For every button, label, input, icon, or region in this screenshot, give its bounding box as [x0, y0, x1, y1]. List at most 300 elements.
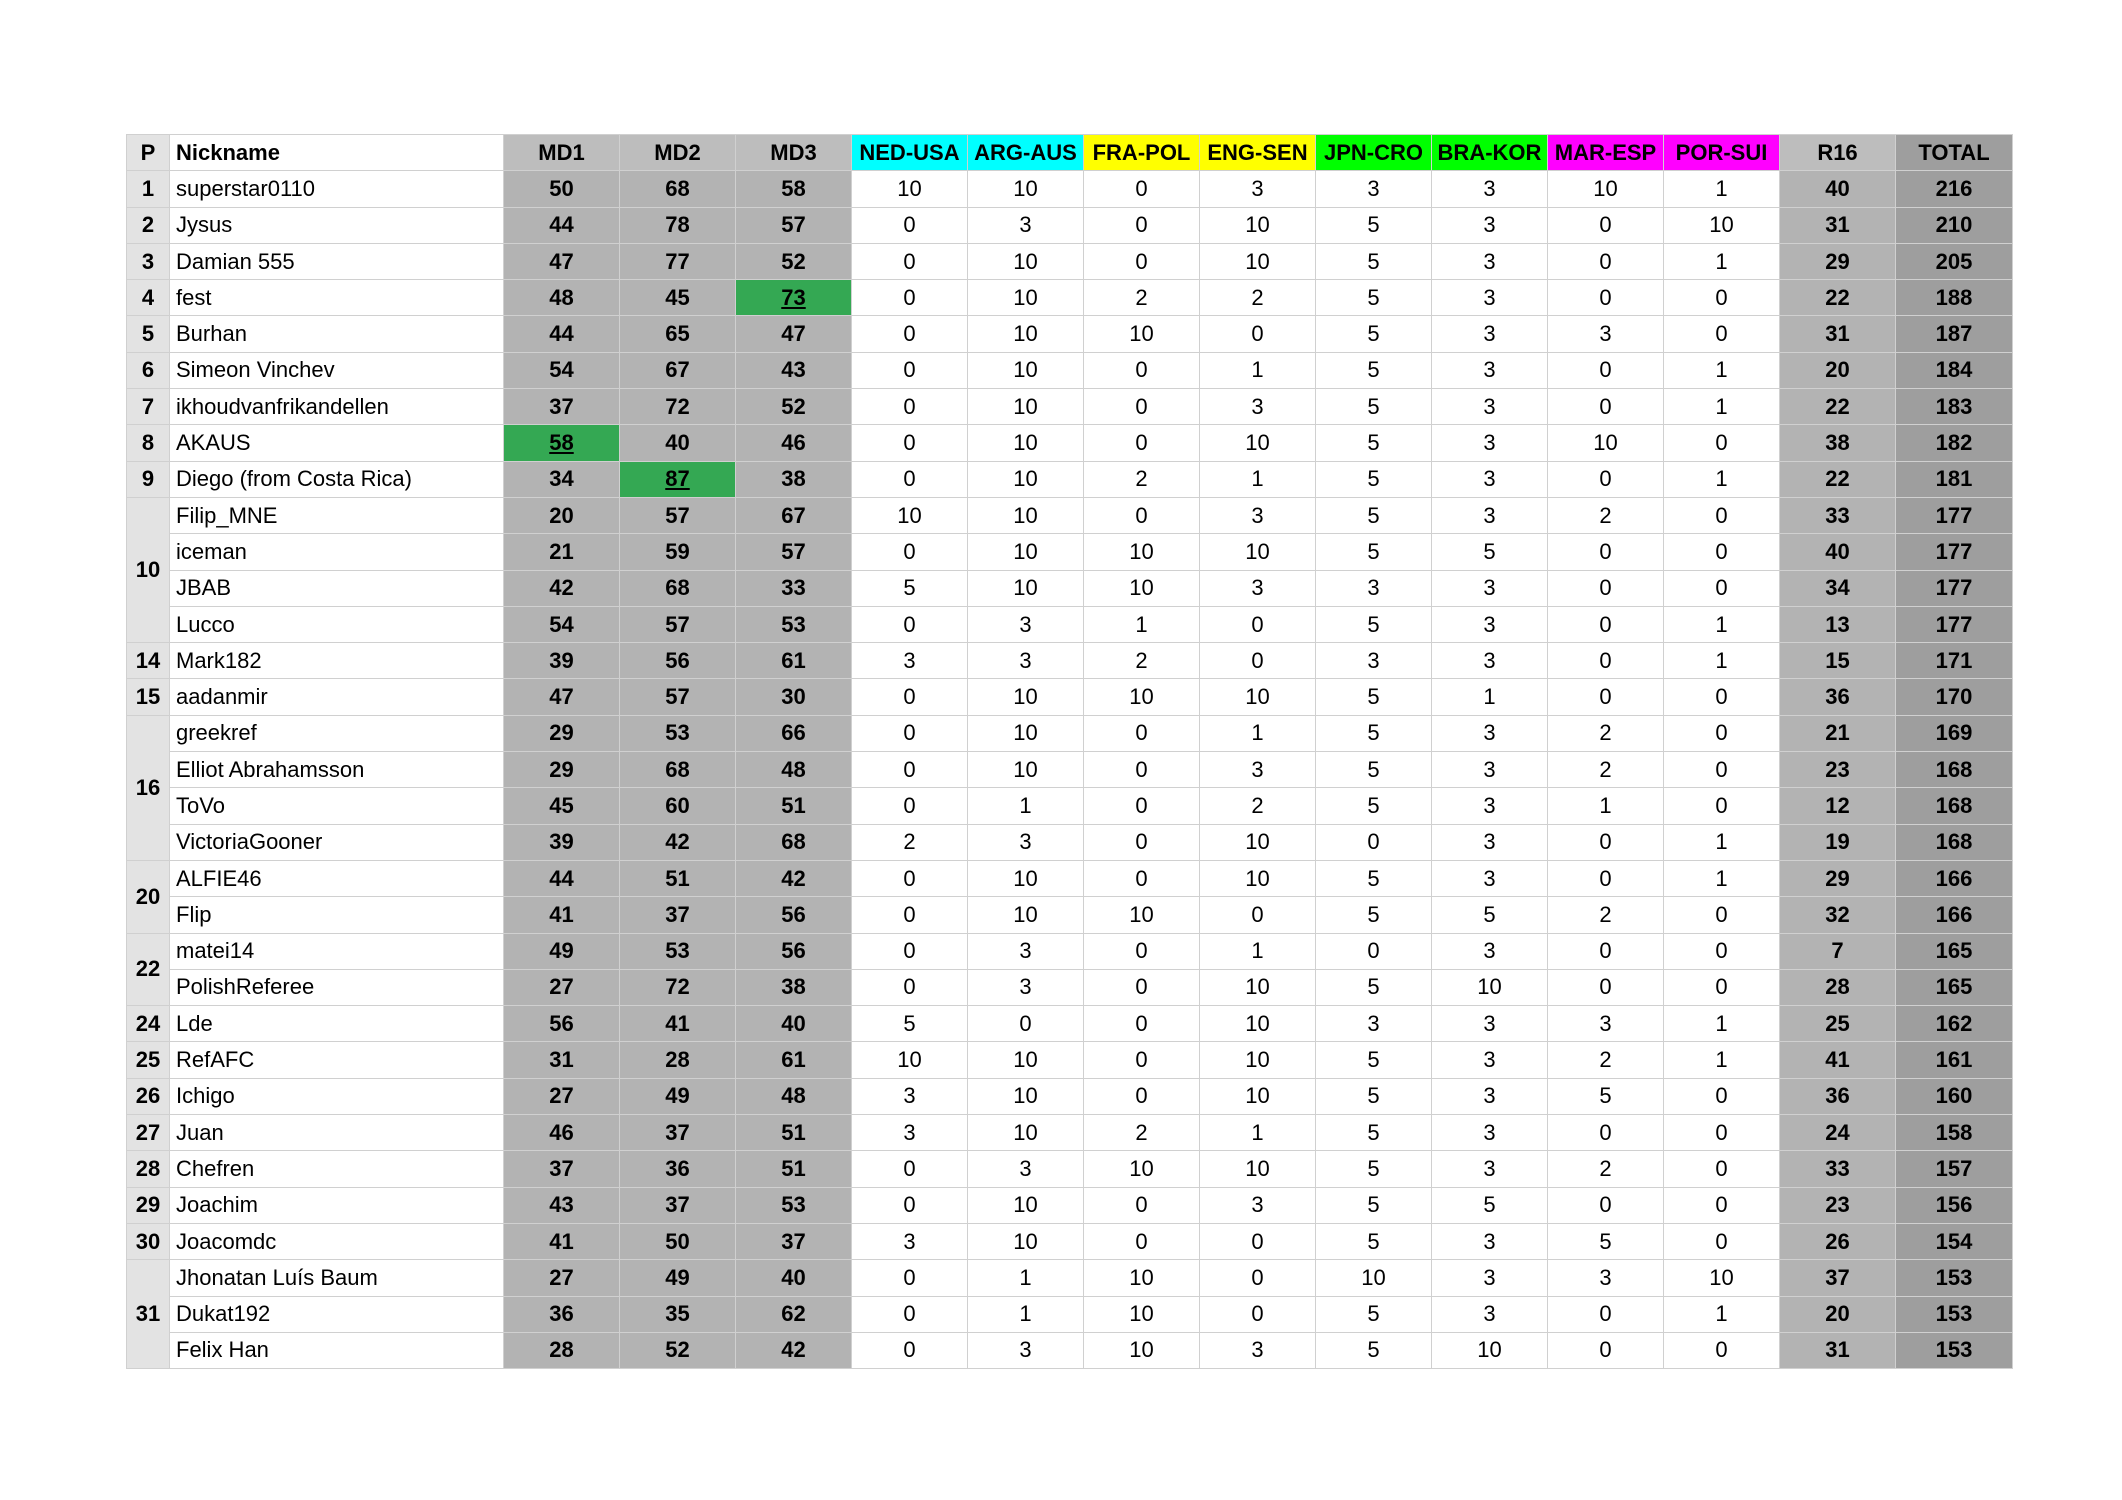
md1-score-cell: 48: [504, 280, 620, 316]
match-score-cell: 1: [1664, 606, 1780, 642]
match-score-cell: 5: [1316, 316, 1432, 352]
match-score-cell: 1: [1664, 1006, 1780, 1042]
match-score-cell: 1: [968, 1260, 1084, 1296]
md2-score-cell: 53: [620, 933, 736, 969]
match-score-cell: 10: [1200, 1151, 1316, 1187]
nickname-cell: Flip: [170, 897, 504, 933]
total-score-cell: 153: [1896, 1260, 2013, 1296]
md3-score-cell: 48: [736, 1078, 852, 1114]
match-score-cell: 0: [852, 933, 968, 969]
r16-score-cell: 29: [1780, 860, 1896, 896]
table-row: [127, 679, 2013, 715]
total-score-cell: 168: [1896, 752, 2013, 788]
match-score-cell: 5: [1316, 1332, 1432, 1368]
match-score-cell: 5: [1316, 207, 1432, 243]
nickname-cell: Dukat192: [170, 1296, 504, 1332]
match-score-cell: 3: [1432, 461, 1548, 497]
md2-score-cell: 87: [620, 461, 736, 497]
md3-score-cell: 51: [736, 1151, 852, 1187]
match-score-cell: 3: [1316, 643, 1432, 679]
md3-score-cell: 73: [736, 280, 852, 316]
match-score-cell: 0: [1548, 1115, 1664, 1151]
match-score-cell: 0: [1200, 1260, 1316, 1296]
match-score-cell: 1: [1664, 243, 1780, 279]
table-row: [127, 461, 2013, 497]
match-score-cell: 0: [1664, 1332, 1780, 1368]
match-score-cell: 5: [1548, 1223, 1664, 1259]
md1-score-cell: 58: [504, 425, 620, 461]
md1-score-cell: 47: [504, 243, 620, 279]
match-score-cell: 3: [1432, 643, 1548, 679]
match-score-cell: 0: [1548, 461, 1664, 497]
total-score-cell: 157: [1896, 1151, 2013, 1187]
match-score-cell: 10: [1432, 969, 1548, 1005]
nickname-cell: RefAFC: [170, 1042, 504, 1078]
match-score-cell: 0: [852, 860, 968, 896]
md2-score-cell: 57: [620, 679, 736, 715]
match-score-cell: 1: [1432, 679, 1548, 715]
match-score-cell: 0: [1084, 243, 1200, 279]
match-score-cell: 0: [1084, 1078, 1200, 1114]
md3-score-cell: 48: [736, 752, 852, 788]
position-cell: 28: [127, 1151, 170, 1187]
match-score-cell: 3: [1200, 570, 1316, 606]
match-score-cell: 3: [968, 643, 1084, 679]
match-score-cell: 0: [1084, 1187, 1200, 1223]
match-score-cell: 3: [1432, 1296, 1548, 1332]
position-cell: 10: [127, 497, 170, 642]
match-score-cell: 0: [1084, 752, 1200, 788]
match-score-cell: 10: [1200, 824, 1316, 860]
match-score-cell: 3: [1432, 606, 1548, 642]
match-score-cell: 10: [1200, 679, 1316, 715]
md2-score-cell: 68: [620, 171, 736, 207]
r16-score-cell: 12: [1780, 788, 1896, 824]
match-score-cell: 1: [1664, 824, 1780, 860]
match-score-cell: 5: [1316, 461, 1432, 497]
header-r16: R16: [1780, 135, 1896, 171]
nickname-cell: Chefren: [170, 1151, 504, 1187]
match-score-cell: 10: [968, 280, 1084, 316]
md2-score-cell: 37: [620, 897, 736, 933]
match-score-cell: 10: [968, 1115, 1084, 1151]
r16-score-cell: 32: [1780, 897, 1896, 933]
md2-score-cell: 53: [620, 715, 736, 751]
md1-score-cell: 36: [504, 1296, 620, 1332]
match-score-cell: 3: [1432, 1078, 1548, 1114]
nickname-cell: Lde: [170, 1006, 504, 1042]
md1-score-cell: 29: [504, 715, 620, 751]
position-cell: 26: [127, 1078, 170, 1114]
match-score-cell: 0: [1316, 933, 1432, 969]
md3-score-cell: 38: [736, 969, 852, 1005]
md2-score-cell: 77: [620, 243, 736, 279]
match-score-cell: 2: [1084, 643, 1200, 679]
md3-score-cell: 42: [736, 1332, 852, 1368]
match-score-cell: 0: [1084, 171, 1200, 207]
match-score-cell: 10: [1084, 1296, 1200, 1332]
match-score-cell: 5: [1316, 1296, 1432, 1332]
total-score-cell: 210: [1896, 207, 2013, 243]
match-score-cell: 3: [1200, 752, 1316, 788]
header-match-ned-usa: NED-USA: [852, 135, 968, 171]
table-row: [127, 1078, 2013, 1114]
match-score-cell: 10: [1084, 316, 1200, 352]
match-score-cell: 2: [1200, 280, 1316, 316]
match-score-cell: 3: [1432, 497, 1548, 533]
match-score-cell: 5: [1316, 1115, 1432, 1151]
md1-score-cell: 47: [504, 679, 620, 715]
md3-score-cell: 61: [736, 1042, 852, 1078]
md1-score-cell: 37: [504, 1151, 620, 1187]
match-score-cell: 2: [1084, 280, 1200, 316]
table-row: [127, 824, 2013, 860]
match-score-cell: 3: [1432, 1223, 1548, 1259]
md3-score-cell: 42: [736, 860, 852, 896]
match-score-cell: 0: [1664, 570, 1780, 606]
match-score-cell: 5: [1432, 1187, 1548, 1223]
match-score-cell: 3: [1432, 933, 1548, 969]
md2-score-cell: 35: [620, 1296, 736, 1332]
match-score-cell: 0: [1316, 824, 1432, 860]
r16-score-cell: 41: [1780, 1042, 1896, 1078]
md2-score-cell: 67: [620, 352, 736, 388]
match-score-cell: 5: [1316, 1187, 1432, 1223]
md3-score-cell: 37: [736, 1223, 852, 1259]
md2-score-cell: 72: [620, 389, 736, 425]
match-score-cell: 0: [1664, 316, 1780, 352]
match-score-cell: 3: [1316, 171, 1432, 207]
match-score-cell: 1: [1664, 461, 1780, 497]
match-score-cell: 0: [852, 461, 968, 497]
md1-score-cell: 28: [504, 1332, 620, 1368]
match-score-cell: 5: [1316, 679, 1432, 715]
r16-score-cell: 24: [1780, 1115, 1896, 1151]
nickname-cell: Filip_MNE: [170, 497, 504, 533]
total-score-cell: 205: [1896, 243, 2013, 279]
md2-score-cell: 78: [620, 207, 736, 243]
r16-score-cell: 20: [1780, 352, 1896, 388]
table-row: [127, 1006, 2013, 1042]
r16-score-cell: 7: [1780, 933, 1896, 969]
match-score-cell: 10: [968, 679, 1084, 715]
md1-score-cell: 44: [504, 860, 620, 896]
total-score-cell: 187: [1896, 316, 2013, 352]
table-header: [127, 135, 2013, 171]
md1-score-cell: 20: [504, 497, 620, 533]
match-score-cell: 5: [1316, 969, 1432, 1005]
nickname-cell: matei14: [170, 933, 504, 969]
total-score-cell: 168: [1896, 788, 2013, 824]
match-score-cell: 0: [1548, 860, 1664, 896]
match-score-cell: 10: [1200, 425, 1316, 461]
match-score-cell: 0: [1664, 752, 1780, 788]
match-score-cell: 0: [852, 425, 968, 461]
r16-score-cell: 34: [1780, 570, 1896, 606]
md1-score-cell: 27: [504, 969, 620, 1005]
position-cell: 31: [127, 1260, 170, 1369]
table-row: [127, 1187, 2013, 1223]
match-score-cell: 1: [1664, 389, 1780, 425]
total-score-cell: 162: [1896, 1006, 2013, 1042]
nickname-cell: ikhoudvanfrikandellen: [170, 389, 504, 425]
total-score-cell: 169: [1896, 715, 2013, 751]
position-cell: 25: [127, 1042, 170, 1078]
md2-score-cell: 36: [620, 1151, 736, 1187]
match-score-cell: 3: [852, 643, 968, 679]
md3-score-cell: 51: [736, 788, 852, 824]
match-score-cell: 10: [1432, 1332, 1548, 1368]
match-score-cell: 10: [1084, 570, 1200, 606]
match-score-cell: 5: [1316, 752, 1432, 788]
match-score-cell: 3: [1200, 1187, 1316, 1223]
position-cell: 29: [127, 1187, 170, 1223]
nickname-cell: Damian 555: [170, 243, 504, 279]
md2-score-cell: 49: [620, 1078, 736, 1114]
nickname-cell: Mark182: [170, 643, 504, 679]
table-row: [127, 497, 2013, 533]
md2-score-cell: 40: [620, 425, 736, 461]
r16-score-cell: 33: [1780, 497, 1896, 533]
md1-score-cell: 50: [504, 171, 620, 207]
md1-score-cell: 41: [504, 1223, 620, 1259]
table-body: [127, 171, 2013, 1369]
total-score-cell: 171: [1896, 643, 2013, 679]
match-score-cell: 3: [1432, 1151, 1548, 1187]
match-score-cell: 0: [1548, 643, 1664, 679]
match-score-cell: 0: [1548, 606, 1664, 642]
table-row: [127, 280, 2013, 316]
match-score-cell: 10: [968, 1078, 1084, 1114]
position-cell: 8: [127, 425, 170, 461]
match-score-cell: 5: [1316, 1223, 1432, 1259]
match-score-cell: 0: [1664, 497, 1780, 533]
position-cell: 14: [127, 643, 170, 679]
r16-score-cell: 13: [1780, 606, 1896, 642]
match-score-cell: 1: [1664, 1296, 1780, 1332]
md1-score-cell: 46: [504, 1115, 620, 1151]
total-score-cell: 166: [1896, 860, 2013, 896]
nickname-cell: Diego (from Costa Rica): [170, 461, 504, 497]
match-score-cell: 1: [1664, 643, 1780, 679]
md2-score-cell: 51: [620, 860, 736, 896]
md3-score-cell: 40: [736, 1260, 852, 1296]
r16-score-cell: 36: [1780, 1078, 1896, 1114]
match-score-cell: 0: [1084, 969, 1200, 1005]
r16-score-cell: 40: [1780, 534, 1896, 570]
table-row: [127, 606, 2013, 642]
match-score-cell: 3: [1432, 824, 1548, 860]
match-score-cell: 0: [1664, 280, 1780, 316]
md1-score-cell: 34: [504, 461, 620, 497]
match-score-cell: 3: [968, 933, 1084, 969]
match-score-cell: 0: [1200, 316, 1316, 352]
md3-score-cell: 53: [736, 606, 852, 642]
total-score-cell: 177: [1896, 534, 2013, 570]
match-score-cell: 3: [1432, 389, 1548, 425]
match-score-cell: 5: [1316, 715, 1432, 751]
match-score-cell: 0: [1664, 1187, 1780, 1223]
table-row: [127, 715, 2013, 751]
total-score-cell: 183: [1896, 389, 2013, 425]
table-row: [127, 897, 2013, 933]
match-score-cell: 10: [1200, 243, 1316, 279]
match-score-cell: 10: [852, 1042, 968, 1078]
table-row: [127, 243, 2013, 279]
match-score-cell: 3: [1432, 243, 1548, 279]
match-score-cell: 1: [1664, 1042, 1780, 1078]
r16-score-cell: 26: [1780, 1223, 1896, 1259]
md1-score-cell: 54: [504, 352, 620, 388]
total-score-cell: 170: [1896, 679, 2013, 715]
nickname-cell: ToVo: [170, 788, 504, 824]
match-score-cell: 0: [1084, 1006, 1200, 1042]
match-score-cell: 10: [968, 570, 1084, 606]
match-score-cell: 2: [1548, 497, 1664, 533]
match-score-cell: 10: [968, 389, 1084, 425]
match-score-cell: 5: [1316, 606, 1432, 642]
r16-score-cell: 40: [1780, 171, 1896, 207]
match-score-cell: 3: [1432, 752, 1548, 788]
position-cell: 2: [127, 207, 170, 243]
total-score-cell: 158: [1896, 1115, 2013, 1151]
table-row: [127, 1332, 2013, 1368]
r16-score-cell: 36: [1780, 679, 1896, 715]
md1-score-cell: 45: [504, 788, 620, 824]
position-cell: 27: [127, 1115, 170, 1151]
md2-score-cell: 56: [620, 643, 736, 679]
match-score-cell: 10: [968, 534, 1084, 570]
md3-score-cell: 40: [736, 1006, 852, 1042]
md1-score-cell: 29: [504, 752, 620, 788]
md2-score-cell: 57: [620, 497, 736, 533]
table-row: [127, 1296, 2013, 1332]
match-score-cell: 3: [1432, 570, 1548, 606]
match-score-cell: 10: [1548, 425, 1664, 461]
match-score-cell: 10: [1200, 969, 1316, 1005]
md2-score-cell: 60: [620, 788, 736, 824]
md3-score-cell: 67: [736, 497, 852, 533]
table-row: [127, 1042, 2013, 1078]
match-score-cell: 1: [1200, 352, 1316, 388]
match-score-cell: 0: [852, 788, 968, 824]
match-score-cell: 10: [968, 1187, 1084, 1223]
md3-score-cell: 62: [736, 1296, 852, 1332]
match-score-cell: 10: [1084, 534, 1200, 570]
match-score-cell: 3: [1432, 1115, 1548, 1151]
total-score-cell: 166: [1896, 897, 2013, 933]
match-score-cell: 3: [852, 1078, 968, 1114]
match-score-cell: 0: [1084, 352, 1200, 388]
match-score-cell: 5: [1316, 1078, 1432, 1114]
match-score-cell: 0: [1664, 897, 1780, 933]
match-score-cell: 0: [1664, 1078, 1780, 1114]
match-score-cell: 3: [1432, 280, 1548, 316]
match-score-cell: 10: [1200, 1006, 1316, 1042]
match-score-cell: 10: [968, 1223, 1084, 1259]
match-score-cell: 3: [1432, 316, 1548, 352]
header-match-arg-aus: ARG-AUS: [968, 135, 1084, 171]
table-row: [127, 570, 2013, 606]
match-score-cell: 0: [1084, 788, 1200, 824]
position-cell: 24: [127, 1006, 170, 1042]
match-score-cell: 2: [1548, 1042, 1664, 1078]
r16-score-cell: 15: [1780, 643, 1896, 679]
match-score-cell: 3: [1432, 207, 1548, 243]
table-row: [127, 207, 2013, 243]
total-score-cell: 165: [1896, 969, 2013, 1005]
md3-score-cell: 58: [736, 171, 852, 207]
md3-score-cell: 56: [736, 897, 852, 933]
match-score-cell: 0: [852, 606, 968, 642]
match-score-cell: 0: [1200, 1296, 1316, 1332]
match-score-cell: 5: [1432, 897, 1548, 933]
total-score-cell: 216: [1896, 171, 2013, 207]
match-score-cell: 1: [1200, 933, 1316, 969]
total-score-cell: 165: [1896, 933, 2013, 969]
match-score-cell: 2: [1084, 461, 1200, 497]
total-score-cell: 168: [1896, 824, 2013, 860]
header-match-mar-esp: MAR-ESP: [1548, 135, 1664, 171]
md2-score-cell: 52: [620, 1332, 736, 1368]
match-score-cell: 0: [1548, 389, 1664, 425]
match-score-cell: 5: [1316, 280, 1432, 316]
md1-score-cell: 44: [504, 207, 620, 243]
match-score-cell: 10: [1200, 860, 1316, 896]
table-row: [127, 933, 2013, 969]
header-md1: MD1: [504, 135, 620, 171]
nickname-cell: JBAB: [170, 570, 504, 606]
match-score-cell: 3: [1200, 171, 1316, 207]
md2-score-cell: 68: [620, 752, 736, 788]
match-score-cell: 3: [968, 1332, 1084, 1368]
standings-table: [126, 134, 2013, 1369]
nickname-cell: Simeon Vinchev: [170, 352, 504, 388]
match-score-cell: 0: [852, 752, 968, 788]
r16-score-cell: 20: [1780, 1296, 1896, 1332]
md3-score-cell: 57: [736, 534, 852, 570]
md1-score-cell: 31: [504, 1042, 620, 1078]
md3-score-cell: 68: [736, 824, 852, 860]
md2-score-cell: 59: [620, 534, 736, 570]
md2-score-cell: 72: [620, 969, 736, 1005]
position-cell: 5: [127, 316, 170, 352]
position-cell: 22: [127, 933, 170, 1006]
md1-score-cell: 49: [504, 933, 620, 969]
header-md3: MD3: [736, 135, 852, 171]
match-score-cell: 5: [1548, 1078, 1664, 1114]
match-score-cell: 0: [852, 352, 968, 388]
match-score-cell: 3: [968, 969, 1084, 1005]
match-score-cell: 10: [968, 715, 1084, 751]
match-score-cell: 0: [852, 389, 968, 425]
position-cell: 20: [127, 860, 170, 933]
match-score-cell: 0: [1548, 280, 1664, 316]
match-score-cell: 0: [852, 715, 968, 751]
match-score-cell: 0: [1664, 679, 1780, 715]
md2-score-cell: 42: [620, 824, 736, 860]
match-score-cell: 0: [852, 969, 968, 1005]
match-score-cell: 10: [1084, 1332, 1200, 1368]
match-score-cell: 0: [1084, 389, 1200, 425]
match-score-cell: 3: [852, 1223, 968, 1259]
r16-score-cell: 22: [1780, 280, 1896, 316]
match-score-cell: 5: [1316, 389, 1432, 425]
match-score-cell: 0: [852, 243, 968, 279]
md3-score-cell: 61: [736, 643, 852, 679]
match-score-cell: 3: [1432, 352, 1548, 388]
match-score-cell: 0: [1548, 352, 1664, 388]
